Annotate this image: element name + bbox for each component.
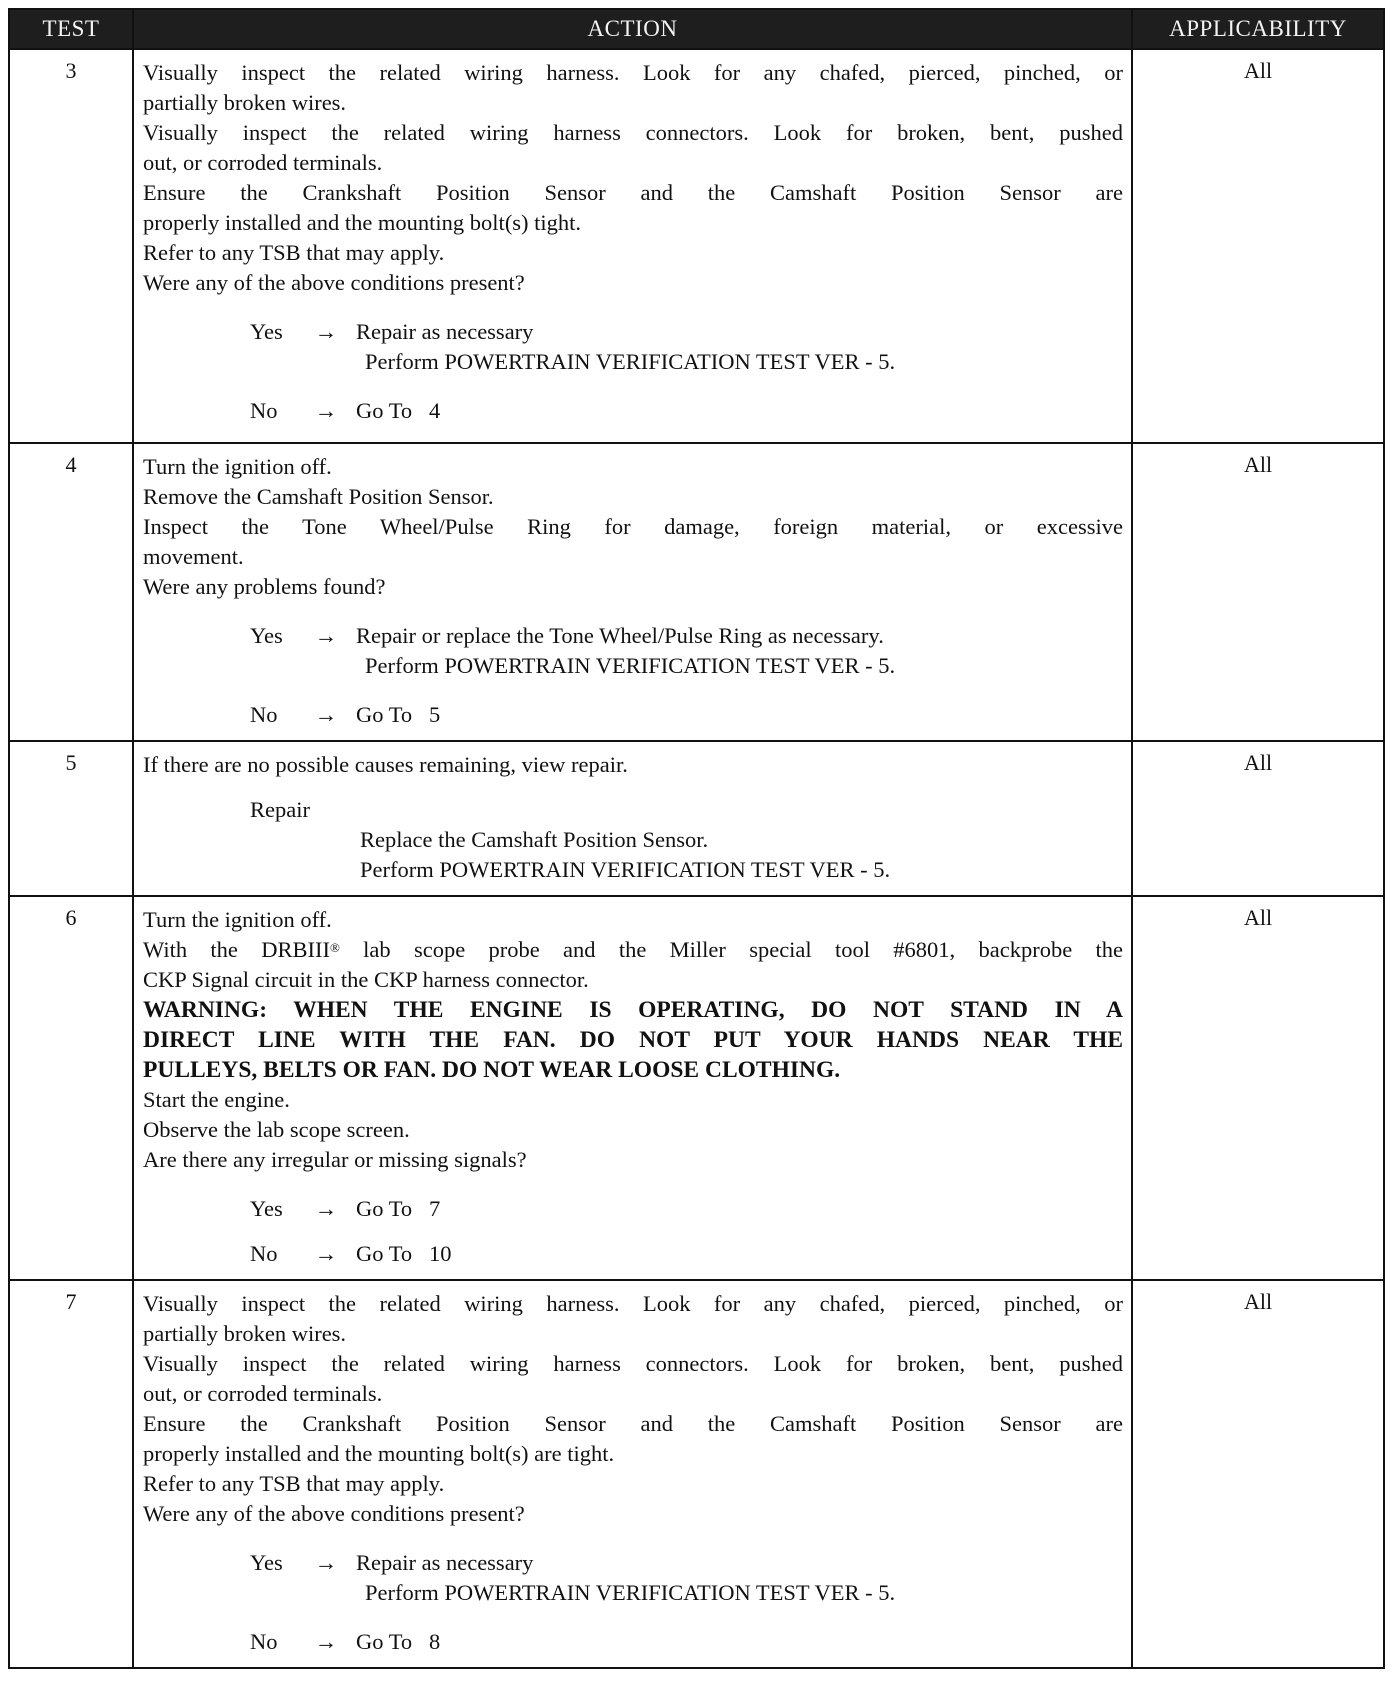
- table-row-test-5: [9, 741, 1384, 896]
- action-cell: [133, 49, 1132, 443]
- action-line: partially broken wires.: [143, 1321, 347, 1346]
- applicability-cell: All: [1132, 443, 1384, 741]
- action-line: Were any problems found?: [143, 574, 386, 599]
- no-result: Go To 8: [356, 1629, 441, 1654]
- yes-answer: [143, 1194, 1123, 1224]
- repair-text: Replace the Camshaft Position Sensor.: [360, 827, 709, 852]
- repair-label: Repair: [250, 797, 310, 822]
- arrow-icon: →: [314, 1241, 338, 1266]
- arrow-icon: →: [314, 702, 338, 727]
- arrow-icon: →: [314, 623, 338, 648]
- header-test: TEST: [9, 9, 133, 49]
- test-number: 6: [9, 896, 133, 1280]
- applicability-cell: All: [1132, 49, 1384, 443]
- table-header-row: [9, 9, 1384, 49]
- yes-result-line2: Perform POWERTRAIN VERIFICATION TEST VER - 5.: [365, 1580, 896, 1605]
- yes-result: Repair as necessary: [356, 1550, 534, 1575]
- action-text: lab scope probe and the Miller special tool #6801, backprobe the: [339, 937, 1123, 962]
- no-result: Go To 10: [356, 1241, 452, 1266]
- test-number: 4: [9, 443, 133, 741]
- applicability-cell: All: [1132, 1280, 1384, 1668]
- applicability-cell: All: [1132, 741, 1384, 896]
- yes-result-line2: Perform POWERTRAIN VERIFICATION TEST VER - 5.: [365, 653, 896, 678]
- action-line: Visually inspect the related wiring harness. Look for any chafed, pierced, pinched, or: [143, 1291, 1123, 1316]
- warning-block: [143, 995, 1123, 1085]
- table-row-test-6: [9, 896, 1384, 1280]
- no-answer: [143, 1627, 1123, 1657]
- no-answer: [143, 396, 1123, 426]
- action-cell: [133, 1280, 1132, 1668]
- action-line: Refer to any TSB that may apply.: [143, 1471, 445, 1496]
- action-line: Visually inspect the related wiring harness connectors. Look for broken, bent, pushed: [143, 120, 1123, 145]
- action-line: Visually inspect the related wiring harness connectors. Look for broken, bent, pushed: [143, 1351, 1123, 1376]
- yes-result-line2: Perform POWERTRAIN VERIFICATION TEST VER - 5.: [365, 349, 896, 374]
- no-label: No: [250, 1629, 278, 1654]
- action-line: properly installed and the mounting bolt(s) tight.: [143, 210, 582, 235]
- no-label: No: [250, 1241, 278, 1266]
- action-line: Visually inspect the related wiring harness. Look for any chafed, pierced, pinched, or: [143, 60, 1123, 85]
- yes-label: Yes: [250, 319, 283, 344]
- arrow-icon: →: [314, 1629, 338, 1654]
- action-line-drbiii: [143, 935, 1123, 965]
- no-result: Go To 5: [356, 702, 441, 727]
- yes-answer: [143, 1548, 1123, 1578]
- table-row-test-4: [9, 443, 1384, 741]
- action-line: Are there any irregular or missing signals?: [143, 1147, 527, 1172]
- action-line: Observe the lab scope screen.: [143, 1117, 410, 1142]
- action-line: partially broken wires.: [143, 90, 347, 115]
- action-line: properly installed and the mounting bolt(s) are tight.: [143, 1441, 615, 1466]
- arrow-icon: →: [314, 398, 338, 423]
- no-answer: [143, 700, 1123, 730]
- action-line: Ensure the Crankshaft Position Sensor and the Camshaft Position Sensor are: [143, 1411, 1123, 1436]
- action-cell: [133, 741, 1132, 896]
- warning-line: PULLEYS, BELTS OR FAN. DO NOT WEAR LOOSE CLOTHING.: [143, 1057, 841, 1083]
- yes-label: Yes: [250, 1550, 283, 1575]
- yes-label: Yes: [250, 623, 283, 648]
- action-line: Were any of the above conditions present?: [143, 1501, 525, 1526]
- action-line: Turn the ignition off.: [143, 907, 332, 932]
- yes-result: Repair as necessary: [356, 319, 534, 344]
- table-row-test-7: [9, 1280, 1384, 1668]
- no-label: No: [250, 702, 278, 727]
- header-action: ACTION: [133, 9, 1132, 49]
- diagnostic-table: [8, 8, 1385, 1669]
- warning-line: DIRECT LINE WITH THE FAN. DO NOT PUT YOUR HANDS NEAR THE: [143, 1027, 1123, 1053]
- diagnostic-page: [8, 8, 1385, 1694]
- applicability-cell: All: [1132, 896, 1384, 1280]
- table-row-test-3: [9, 49, 1384, 443]
- action-line: If there are no possible causes remaining, view repair.: [143, 752, 628, 777]
- action-line: Remove the Camshaft Position Sensor.: [143, 484, 494, 509]
- yes-answer: [143, 317, 1123, 347]
- registered-mark: ®: [329, 940, 340, 955]
- arrow-icon: →: [314, 1550, 338, 1575]
- action-line: Were any of the above conditions present?: [143, 270, 525, 295]
- action-cell: [133, 896, 1132, 1280]
- action-line: CKP Signal circuit in the CKP harness connector.: [143, 967, 589, 992]
- test-number: 3: [9, 49, 133, 443]
- yes-answer: [143, 621, 1123, 651]
- action-line: out, or corroded terminals.: [143, 1381, 383, 1406]
- action-line: out, or corroded terminals.: [143, 150, 383, 175]
- action-line: movement.: [143, 544, 244, 569]
- action-cell: [133, 443, 1132, 741]
- test-number: 7: [9, 1280, 133, 1668]
- no-result: Go To 4: [356, 398, 441, 423]
- action-line: Turn the ignition off.: [143, 454, 332, 479]
- yes-label: Yes: [250, 1196, 283, 1221]
- no-label: No: [250, 398, 278, 423]
- action-line: Start the engine.: [143, 1087, 290, 1112]
- test-number: 5: [9, 741, 133, 896]
- arrow-icon: →: [314, 1196, 338, 1221]
- yes-result: Repair or replace the Tone Wheel/Pulse Ring as necessary.: [356, 623, 884, 648]
- warning-line: WARNING: WHEN THE ENGINE IS OPERATING, DO NOT STAND IN A: [143, 997, 1123, 1023]
- yes-result: Go To 7: [356, 1196, 441, 1221]
- action-text: With the DRBIII: [143, 937, 330, 962]
- action-line: Refer to any TSB that may apply.: [143, 240, 445, 265]
- no-answer: [143, 1239, 1123, 1269]
- action-line: Ensure the Crankshaft Position Sensor and the Camshaft Position Sensor are: [143, 180, 1123, 205]
- action-line: Inspect the Tone Wheel/Pulse Ring for damage, foreign material, or excessive: [143, 514, 1123, 539]
- header-applicability: APPLICABILITY: [1132, 9, 1384, 49]
- arrow-icon: →: [314, 319, 338, 344]
- repair-text-line2: Perform POWERTRAIN VERIFICATION TEST VER - 5.: [360, 857, 891, 882]
